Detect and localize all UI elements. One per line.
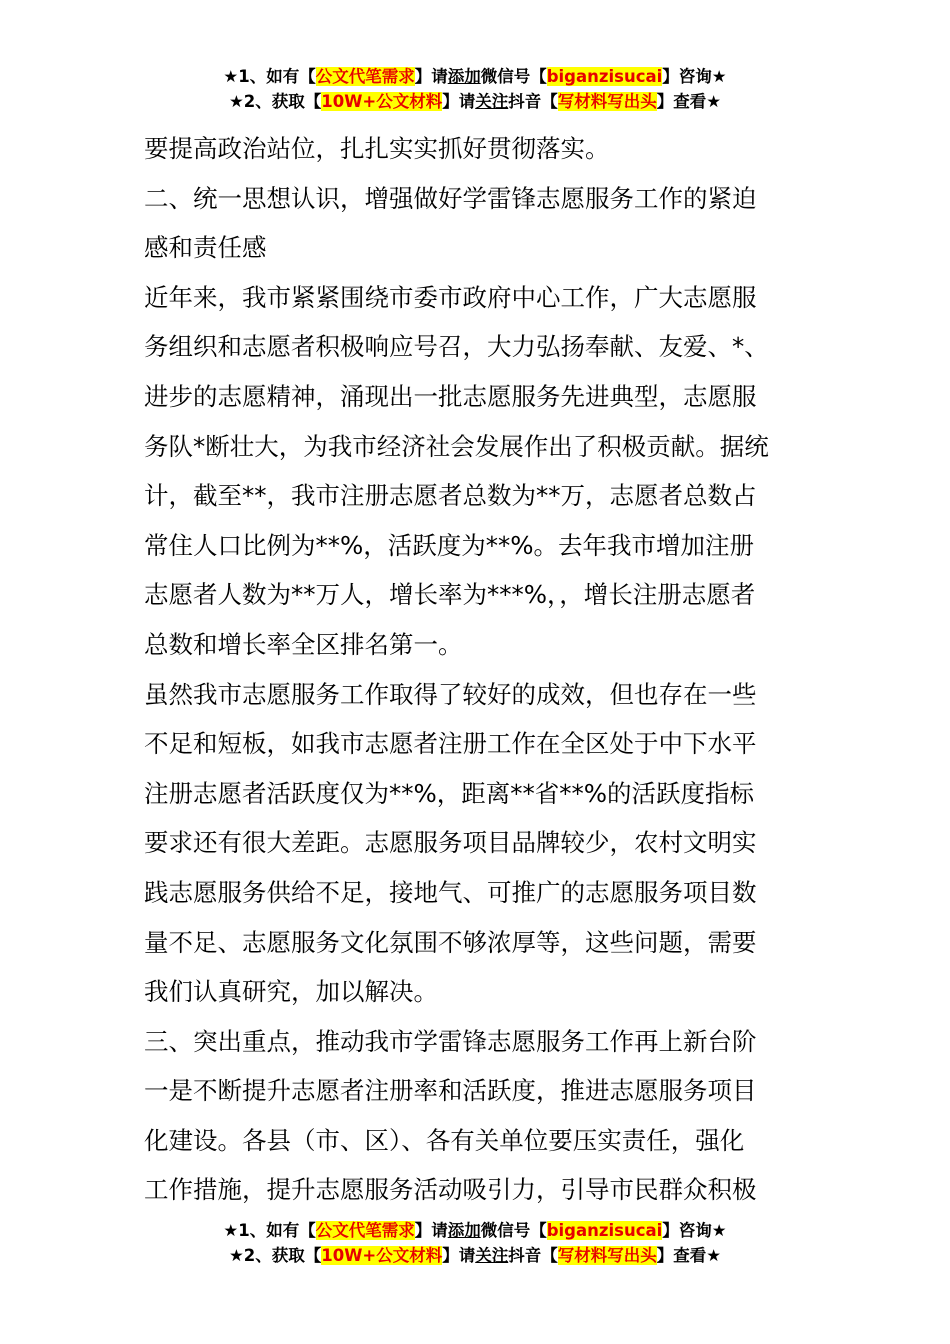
promo-text: 】请 <box>442 1246 476 1265</box>
wechat-id-highlight: biganzisucai <box>546 1221 663 1240</box>
promo-text: 】查看★ <box>656 1246 722 1265</box>
star-icon: ★ <box>223 67 239 86</box>
star-icon: ★ <box>228 1246 244 1265</box>
promo-text: 】查看★ <box>656 92 722 111</box>
promo-underlined: 关注 <box>475 92 509 111</box>
header-promo <box>0 64 950 114</box>
text-line: 进步的志愿精神，涌现出一批志愿服务先进典型，志愿服 <box>144 381 757 411</box>
promo-line-1 <box>0 64 950 89</box>
section-heading-2: 二、统一思想认识，增强做好学雷锋志愿服务工作的紧迫 <box>144 183 757 213</box>
text-line: 不足和短板，如我市志愿者注册工作在全区处于中下水平 <box>144 729 757 759</box>
text-line: 常住人口比例为**%，活跃度为**%。去年我市增加注册 <box>144 530 755 560</box>
promo-text: 2、获取【 <box>243 92 322 111</box>
promo-text: 】咨询★ <box>662 67 727 86</box>
promo-text: 抖音【 <box>508 92 558 111</box>
promo-text: 1、如有【 <box>238 1221 316 1240</box>
promo-text: 】咨询★ <box>662 1221 727 1240</box>
promo-text: 】请 <box>414 67 448 86</box>
text-line: 虽然我市志愿服务工作取得了较好的成效，但也存在一些 <box>144 679 757 709</box>
text-line: 化建设。各县（市、区）、各有关单位要压实责任，强化 <box>144 1125 745 1155</box>
promo-text: 】请 <box>414 1221 448 1240</box>
text-line: 务队*断壮大，为我市经济社会发展作出了积极贡献。据统 <box>144 431 769 461</box>
text-line: 注册志愿者活跃度仅为**%，距离**省**%的活跃度指标 <box>144 778 755 808</box>
text-line: 总数和增长率全区排名第一。 <box>144 629 463 659</box>
promo-underlined: 关注 <box>475 1246 509 1265</box>
promo-line-2 <box>0 1243 950 1268</box>
text-line: 要求还有很大差距。志愿服务项目品牌较少，农村文明实 <box>144 828 757 858</box>
promo-highlight: 公文代笔需求 <box>315 67 415 86</box>
promo-text: 】请 <box>442 92 476 111</box>
promo-underlined: 添加 <box>447 1221 481 1240</box>
footer-promo <box>0 1218 950 1268</box>
douyin-account-highlight: 写材料写出头 <box>557 92 657 111</box>
text-line: 要提高政治站位，扎扎实实抓好贯彻落实。 <box>144 134 610 163</box>
text-line: 践志愿服务供给不足，接地气、可推广的志愿服务项目数 <box>144 877 757 907</box>
section-heading-3: 三、突出重点，推动我市学雷锋志愿服务工作再上新台阶 <box>144 1026 757 1056</box>
promo-text: 微信号【 <box>480 67 547 86</box>
promo-text: 1、如有【 <box>238 67 316 86</box>
text-line: 近年来，我市紧紧围绕市委市政府中心工作，广大志愿服 <box>144 282 757 312</box>
promo-underlined: 添加 <box>447 67 481 86</box>
text-line: 一是不断提升志愿者注册率和活跃度，推进志愿服务项目 <box>144 1076 757 1106</box>
text-line: 务组织和志愿者积极响应号召，大力弘扬奉献、友爱、*、 <box>144 332 769 362</box>
promo-highlight: 10W+公文材料 <box>321 92 443 111</box>
promo-text: 2、获取【 <box>243 1246 322 1265</box>
douyin-account-highlight: 写材料写出头 <box>557 1246 657 1265</box>
promo-line-2 <box>0 89 950 114</box>
text-line: 量不足、志愿服务文化氛围不够浓厚等，这些问题，需要 <box>144 927 757 957</box>
section-heading-2-cont: 感和责任感 <box>144 233 267 263</box>
star-icon: ★ <box>223 1221 239 1240</box>
promo-highlight: 公文代笔需求 <box>315 1221 415 1240</box>
text-line: 我们认真研究，加以解决。 <box>144 977 438 1007</box>
promo-highlight: 10W+公文材料 <box>321 1246 443 1265</box>
star-icon: ★ <box>228 92 244 111</box>
text-line: 计，截至**，我市注册志愿者总数为**万，志愿者总数占 <box>144 481 757 511</box>
promo-line-1 <box>0 1218 950 1243</box>
promo-text: 微信号【 <box>480 1221 547 1240</box>
text-line: 工作措施，提升志愿服务活动吸引力，引导市民群众积极 <box>144 1175 757 1205</box>
promo-text: 抖音【 <box>508 1246 558 1265</box>
text-line: 志愿者人数为**万人，增长率为***%，，增长注册志愿者 <box>144 580 756 610</box>
document-body <box>144 124 810 1215</box>
wechat-id-highlight: biganzisucai <box>546 67 663 86</box>
